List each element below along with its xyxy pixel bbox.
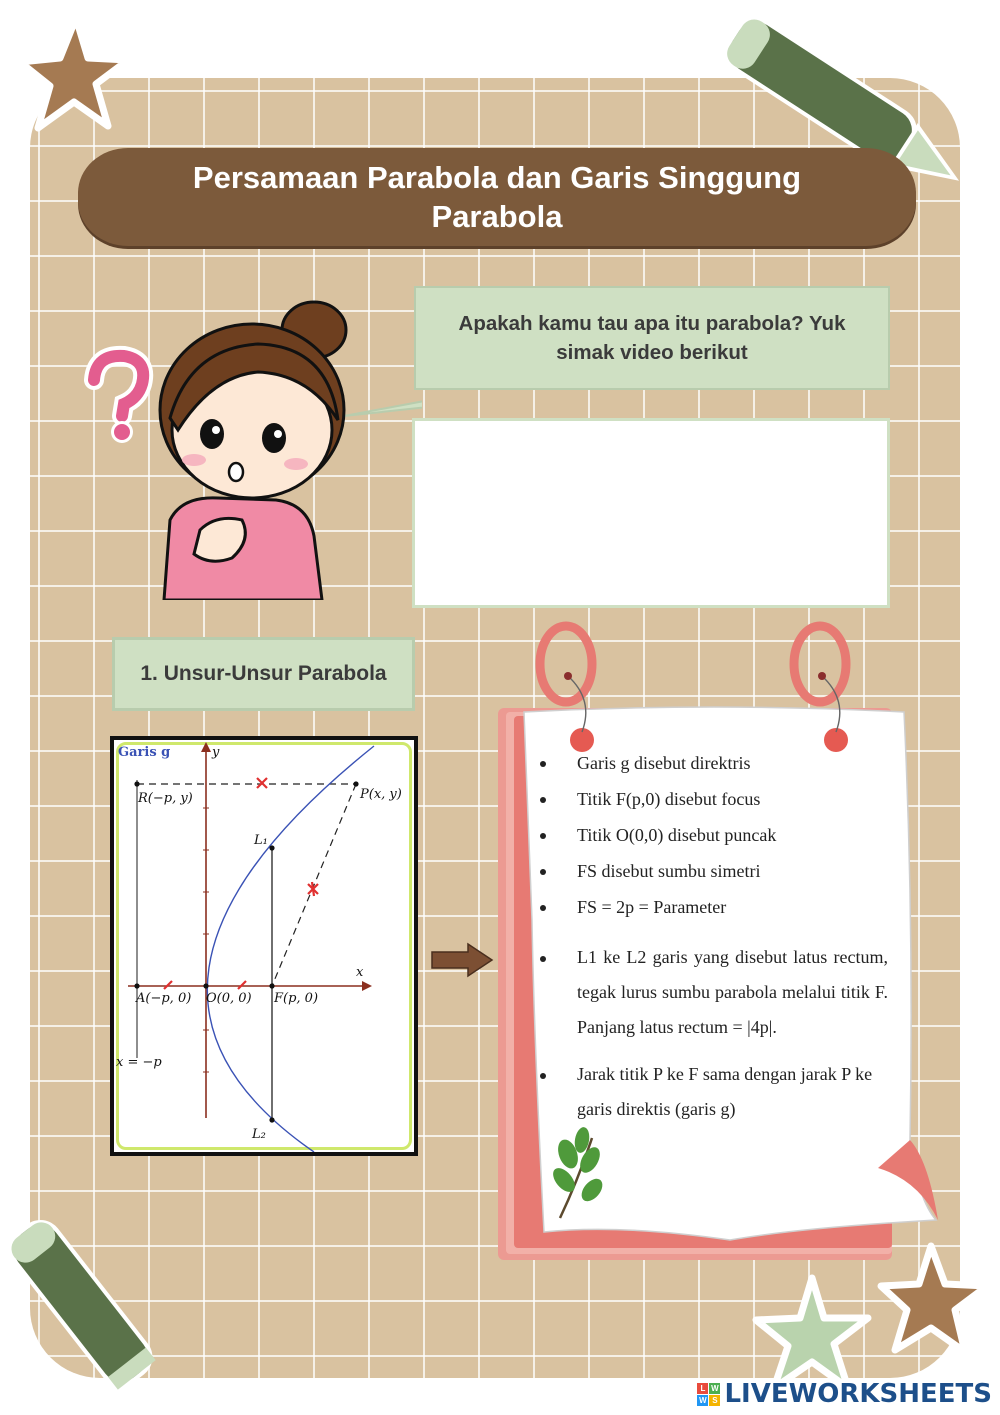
y-axis-label: y <box>212 745 220 760</box>
point-a-dot <box>134 983 139 988</box>
x-axis-arrow <box>362 981 372 991</box>
point-l2-dot <box>269 1117 274 1122</box>
point-l1-label: L₁ <box>254 833 268 848</box>
footer-brand[interactable] <box>697 1379 992 1409</box>
list-item: Garis g disebut direktris <box>532 752 888 774</box>
y-axis-arrow <box>201 742 211 752</box>
point-l2-label: L₂ <box>252 1127 266 1142</box>
notes-list <box>532 752 888 1127</box>
video-placeholder[interactable] <box>412 418 890 608</box>
point-r-dot <box>134 781 139 786</box>
liveworksheets-logo-icon: L W W S <box>699 1383 719 1405</box>
point-p-label: P(x, y) <box>360 787 402 802</box>
parabola-curve <box>207 746 374 1152</box>
footer-brand-text: LIVEWORKSHEETS <box>724 1379 992 1409</box>
point-a-label: A(−p, 0) <box>136 991 192 1006</box>
parabola-figure <box>114 740 414 1152</box>
speech-bubble: Apakah kamu tau apa itu parabola? Yuk simak video berikut <box>414 286 890 390</box>
point-l1-dot <box>269 845 274 850</box>
list-item: FS = 2p = Parameter <box>532 896 888 918</box>
list-item: Titik F(p,0) disebut focus <box>532 788 888 810</box>
crayon-decoration <box>0 1215 180 1415</box>
x-axis-label: x <box>356 965 364 980</box>
arrow-right-icon <box>430 942 496 978</box>
point-r-label: R(−p, y) <box>138 791 193 806</box>
point-o-dot <box>203 983 208 988</box>
point-o-label: O(0, 0) <box>206 991 252 1006</box>
list-item: Titik O(0,0) disebut puncak <box>532 824 888 846</box>
point-p-dot <box>353 781 358 786</box>
section-heading: 1. Unsur-Unsur Parabola <box>112 637 415 711</box>
directrix-label: Garis g <box>118 745 171 760</box>
page-title: Persamaan Parabola dan Garis Singgung Parabola <box>78 148 916 246</box>
directrix-equation: x = −p <box>116 1055 162 1070</box>
list-item: L1 ke L2 garis yang disebut latus rectum, tegak lurus sumbu parabola melalui titik F. Panjang latus rectum = |4p|. <box>532 940 888 1045</box>
list-item: FS disebut sumbu simetri <box>532 860 888 882</box>
point-f-dot <box>269 983 274 988</box>
point-f-label: F(p, 0) <box>274 991 319 1006</box>
star-decoration <box>14 10 134 140</box>
list-item: Jarak titik P ke F sama dengan jarak P ke garis direktis (garis g) <box>532 1057 888 1127</box>
equal-mark-icon <box>164 778 318 989</box>
girl-illustration <box>82 300 422 600</box>
pf-dashed-line <box>272 784 356 986</box>
parabola-diagram <box>110 736 418 1156</box>
